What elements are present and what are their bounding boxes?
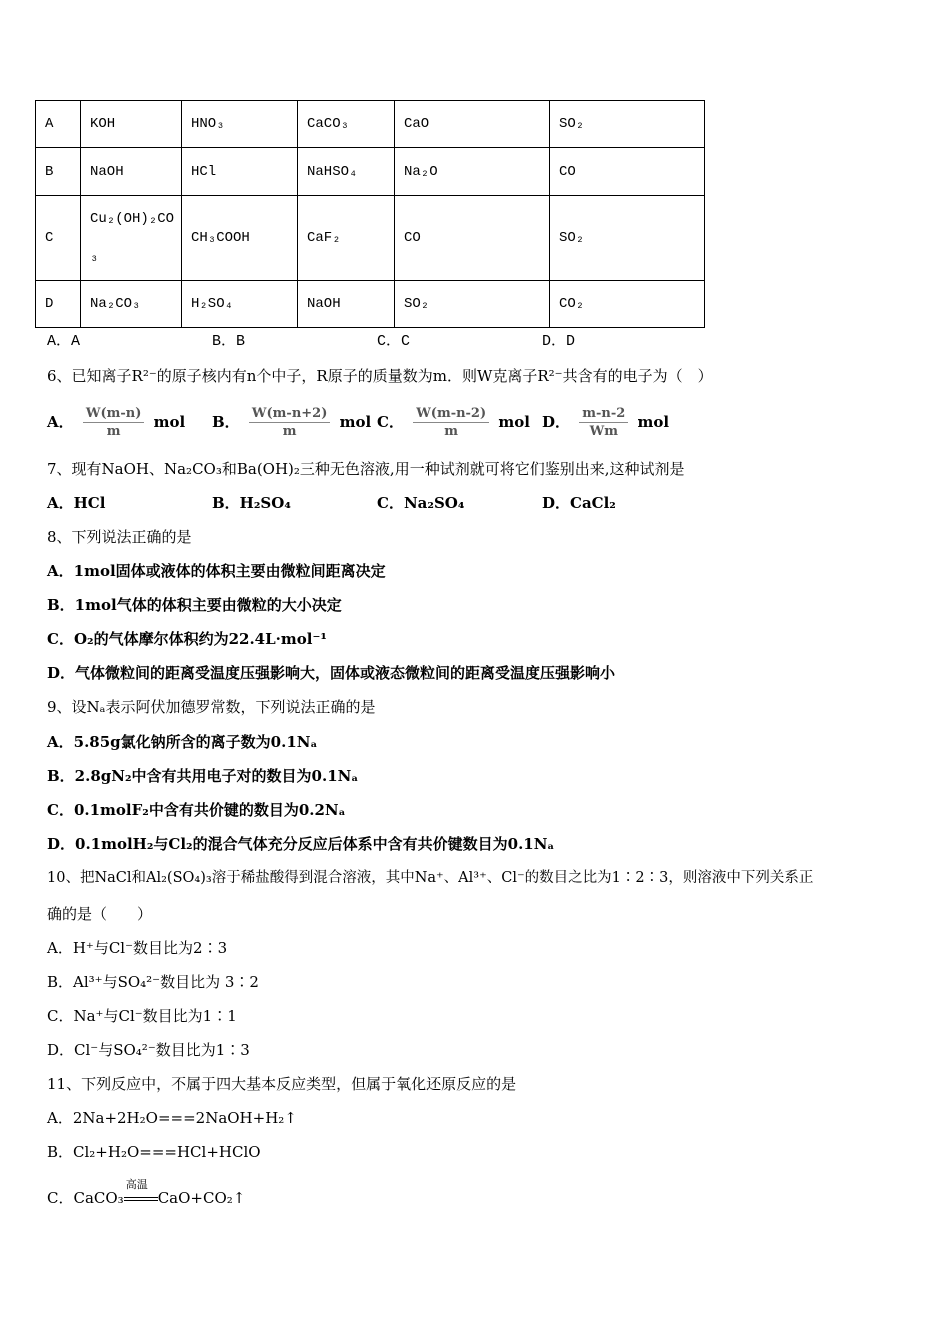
product: CaO+CO₂↑ [157,1189,246,1207]
option-a[interactable]: A．1mol固体或液体的体积主要由微粒间距离决定 [47,562,386,580]
row-label: B [36,148,81,196]
reactant: CaCO₃ [73,1189,124,1207]
table-row [36,196,705,281]
option-a[interactable] [47,402,185,442]
fraction [249,406,330,440]
table-cell: H₂SO₄ [182,281,298,328]
unit: mol [153,413,186,431]
table-cell: SO₂ [550,101,705,148]
option-d[interactable]: D．CaCl₂ [542,494,616,512]
table-cell: NaOH [81,148,182,196]
option-b[interactable]: B．Cl₂+H₂O===HCl+HClO [47,1143,261,1161]
numerator: W(m-n+2) [249,406,330,423]
q10-stem-line1: 10、把NaCl和Al₂(SO₄)₃溶于稀盐酸得到混合溶液，其中Na⁺、Al³⁺、Cl⁻的数目之比为1∶2∶3，则溶液中下列关系正 [47,870,814,886]
option-c[interactable]: C．Na₂SO₄ [377,494,465,512]
option-b[interactable]: B．H₂SO₄ [212,494,291,512]
option-d[interactable]: D．Cl⁻与SO₄²⁻数目比为1∶3 [47,1041,250,1059]
option-b[interactable]: B．B [212,333,246,350]
option-c[interactable]: C．C [377,333,411,350]
fraction [579,406,628,440]
table-cell: Cu₂(OH)₂CO₃ [81,196,182,281]
row-label: D [36,281,81,328]
q11-stem: 11、下列反应中，不属于四大基本反应类型，但属于氧化还原反应的是 [47,1075,517,1093]
q6-stem: 6、已知离子R²⁻的原子核内有n个中子，R原子的质量数为m．则W克离子R²⁻共含有的电子为（ ） [47,367,713,385]
table-cell: SO₂ [550,196,705,281]
option-letter: B． [212,413,240,431]
table-cell: CaF₂ [298,196,395,281]
condition-label: 高温 [125,1178,148,1191]
q7-stem: 7、现有NaOH、Na₂CO₃和Ba(OH)₂三种无色溶液,用一种试剂就可将它们鉴别出来,这种试剂是 [47,460,685,478]
option-d[interactable]: D．D [542,333,576,350]
table-cell: NaOH [298,281,395,328]
classification-table [35,100,705,328]
option-a[interactable]: A．A [47,333,81,350]
equals-line [124,1200,158,1201]
row-label: A [36,101,81,148]
fraction [413,406,489,440]
table-row [36,281,705,328]
option-d[interactable]: D．0.1molH₂与Cl₂的混合气体充分反应后体系中含有共价键数目为0.1Nₐ [47,835,555,853]
row-label: C [36,196,81,281]
option-letter: A． [47,413,74,431]
fraction [83,406,145,440]
unit: mol [339,413,372,431]
numerator: W(m-n-2) [413,406,489,423]
option-a[interactable]: A．HCl [47,494,106,512]
table-cell: HCl [182,148,298,196]
table-cell: NaHSO₄ [298,148,395,196]
table-cell: HNO₃ [182,101,298,148]
equals-line [124,1197,158,1198]
denominator: m [106,424,121,439]
numerator: m-n-2 [579,406,628,423]
option-letter: C． [47,1189,74,1207]
unit: mol [637,413,670,431]
option-c[interactable]: C．Na⁺与Cl⁻数目比为1∶1 [47,1007,237,1025]
q8-stem: 8、下列说法正确的是 [47,528,192,546]
option-c[interactable] [377,402,530,442]
q10-stem-line2: 确的是（ ） [47,905,153,923]
option-b[interactable]: B．1mol气体的体积主要由微粒的大小决定 [47,596,342,614]
table-cell: CaO [395,101,550,148]
q6-options [47,402,747,444]
option-b[interactable]: B．Al³⁺与SO₄²⁻数目比为 3∶2 [47,973,259,991]
option-c[interactable]: C．0.1molF₂中含有共价键的数目为0.2Nₐ [47,801,346,819]
option-c[interactable] [47,1178,246,1208]
option-c[interactable]: C．O₂的气体摩尔体积约为22.4L·mol⁻¹ [47,630,327,648]
option-a[interactable]: A．2Na+2H₂O===2NaOH+H₂↑ [47,1109,297,1127]
table-cell: SO₂ [395,281,550,328]
option-letter: C． [377,413,404,431]
option-d[interactable]: D．气体微粒间的距离受温度压强影响大，固体或液态微粒间的距离受温度压强影响小 [47,664,616,682]
table-cell: CO₂ [550,281,705,328]
reaction-condition-equals [124,1178,158,1208]
table-row [36,101,705,148]
denominator: m [444,424,459,439]
denominator: m [282,424,297,439]
option-a[interactable]: A．5.85g氯化钠所含的离子数为0.1Nₐ [47,733,318,751]
table-cell: CO [550,148,705,196]
unit: mol [498,413,530,431]
option-a[interactable]: A．H⁺与Cl⁻数目比为2∶3 [47,939,228,957]
option-b[interactable] [212,402,371,442]
denominator: Wm [589,424,618,439]
table-cell: Na₂O [395,148,550,196]
table-cell: CH₃COOH [182,196,298,281]
option-letter: D． [542,413,571,431]
table-cell: KOH [81,101,182,148]
table-cell: Na₂CO₃ [81,281,182,328]
q9-stem: 9、设Nₐ表示阿伏加德罗常数，下列说法正确的是 [47,698,376,716]
numerator: W(m-n) [83,406,145,423]
table-row [36,148,705,196]
table-cell: CO [395,196,550,281]
option-d[interactable] [542,402,669,442]
table-cell: CaCO₃ [298,101,395,148]
option-b[interactable]: B．2.8gN₂中含有共用电子对的数目为0.1Nₐ [47,767,359,785]
